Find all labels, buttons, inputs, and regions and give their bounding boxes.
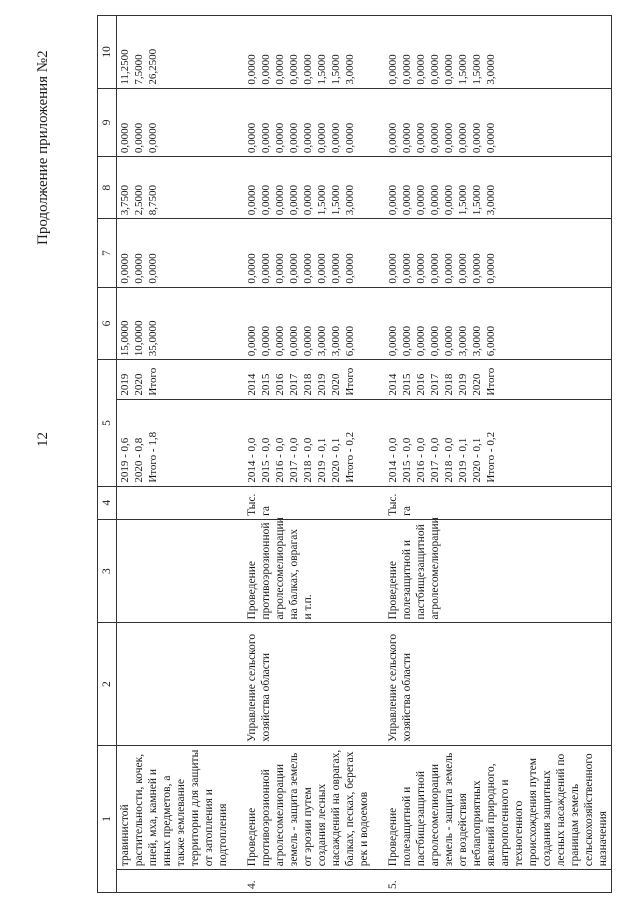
row-federal-line: 0,0000 [274, 253, 286, 284]
row-federal-line: 0,0000 [429, 253, 441, 284]
header-cell: 7 [98, 219, 117, 287]
row-federal-line: 0,0000 [443, 253, 455, 284]
row-extra-line: 0,0000 [387, 54, 399, 85]
row-extra-line: 0,0000 [274, 54, 286, 85]
row-total-cell [372, 287, 612, 360]
row-extra-line: 0,0000 [415, 54, 427, 85]
row-year-line: 2015 [260, 373, 272, 396]
table-row [231, 16, 372, 893]
row-total-line: 0,0000 [387, 325, 399, 357]
row-volume-by-year-line: Итого - 0,2 [485, 431, 497, 483]
row-year-line: 2018 [443, 373, 455, 396]
row-activity-text: Проведение противоэрозионной агролесомелиорации на балках, оврагах и т.п. [246, 517, 314, 620]
row-volume-by-year-line: 2014 - 0,0 [246, 437, 258, 483]
row-federal-line: 0,0000 [457, 253, 469, 284]
row-regional-line: 3,0000 [485, 185, 497, 216]
row-extra-cell [117, 16, 232, 89]
row-regional-line: 3,0000 [344, 185, 356, 216]
row-total-line: 0,0000 [260, 325, 272, 357]
row-regional-line: 0,0000 [288, 185, 300, 216]
row-year-cell [231, 360, 372, 399]
row-regional-cell [117, 157, 232, 219]
row-federal-line: 0,0000 [316, 253, 328, 284]
row-federal-line: 0,0000 [133, 253, 145, 284]
row-unit-cell [372, 486, 612, 519]
row-total-line: 6,0000 [485, 325, 497, 357]
row-total-line: 3,0000 [457, 325, 469, 357]
header-cell: 9 [98, 88, 117, 156]
row-volume-by-year-line: 2019 - 0,1 [457, 437, 469, 483]
row-year-line: Итого [344, 367, 356, 396]
row-year-line: 2020 [133, 373, 145, 396]
row-volume-by-year-line: 2016 - 0,0 [274, 437, 286, 483]
header-cell: 3 [98, 519, 117, 623]
row-regional-line: 0,0000 [260, 185, 272, 216]
row-activity-text: Проведение полезащитной и пастбищезащитной агролесомелиорации [387, 517, 441, 620]
row-extra-cell [372, 16, 612, 89]
row-regional-line: 1,5000 [457, 185, 469, 216]
row-regional-line: 2,5000 [133, 185, 145, 216]
row-name-cell [231, 745, 372, 869]
row-local-line: 0,0000 [415, 122, 427, 154]
row-volume-by-year-line: 2016 - 0,0 [415, 437, 427, 483]
row-unit-cell [117, 486, 232, 519]
row-local-line: 0,0000 [429, 122, 441, 154]
row-total-line: 0,0000 [401, 325, 413, 357]
row-federal-line: 0,0000 [246, 253, 258, 284]
row-federal-line: 0,0000 [344, 253, 356, 284]
row-year-line: 2020 [471, 373, 483, 396]
row-volume-by-year-line: 2017 - 0,0 [288, 437, 300, 483]
row-local-line: 0,0000 [401, 122, 413, 154]
row-regional-line: 8,7500 [147, 185, 159, 216]
row-year-line: 2019 [457, 373, 469, 396]
row-federal-line: 0,0000 [387, 253, 399, 284]
row-local-line: 0,0000 [119, 122, 131, 154]
row-local-line: 0,0000 [485, 122, 497, 154]
row-federal-line: 0,0000 [471, 253, 483, 284]
row-local-line: 0,0000 [302, 122, 314, 154]
row-year-line: 2017 [429, 373, 441, 396]
row-agency-text: Управление сельского хозяйства области [387, 633, 413, 742]
row-extra-line: 0,0000 [260, 54, 272, 85]
table-row [372, 16, 612, 893]
table-body [117, 16, 612, 893]
row-number-cell [372, 870, 612, 893]
row-regional-line: 3,7500 [119, 185, 131, 216]
row-total-line: 0,0000 [443, 325, 455, 357]
row-local-cell [372, 88, 612, 156]
row-year-line: 2020 [330, 373, 342, 396]
row-total-cell [231, 287, 372, 360]
table-header [98, 16, 117, 893]
row-extra-line: 3,0000 [485, 54, 497, 85]
header-cell: 6 [98, 287, 117, 360]
row-regional-line: 0,0000 [387, 185, 399, 216]
row-extra-cell [231, 16, 372, 89]
row-agency-cell [231, 623, 372, 745]
row-year-line: Итого [485, 367, 497, 396]
row-year-line: 2016 [274, 373, 286, 396]
row-total-line: 0,0000 [246, 325, 258, 357]
row-volume-by-year-line: 2020 - 0,1 [471, 437, 483, 483]
row-name-text: травинистой растительности, кочек, пней, мха, камней и иных предметов, а также землевание территории для защиты от затопления и подтопления [119, 749, 229, 867]
row-volume-by-year-line: Итого - 0,2 [344, 431, 356, 483]
row-federal-line: 0,0000 [119, 253, 131, 284]
row-year-line: 2018 [302, 373, 314, 396]
row-name-cell [372, 745, 612, 869]
row-total-line: 3,0000 [330, 325, 342, 357]
row-total-line: 0,0000 [415, 325, 427, 357]
row-year-line: 2019 [316, 373, 328, 396]
row-unit-text: Тыс. га [387, 493, 413, 516]
row-total-cell [117, 287, 232, 360]
row-volume-by-year-line: 2014 - 0,0 [387, 437, 399, 483]
row-federal-line: 0,0000 [288, 253, 300, 284]
row-extra-line: 0,0000 [302, 54, 314, 85]
row-unit-cell [231, 486, 372, 519]
row-number-cell [117, 870, 232, 893]
row-year-line: 2014 [387, 373, 399, 396]
row-year-cell [117, 360, 232, 399]
row-extra-line: 1,5000 [330, 54, 342, 85]
row-volume-by-year-line: Итого - 1,8 [147, 431, 159, 483]
row-regional-line: 1,5000 [316, 185, 328, 216]
row-local-cell [117, 88, 232, 156]
row-extra-line: 0,0000 [429, 54, 441, 85]
row-volume-by-year-cell [117, 399, 232, 486]
row-volume-by-year-line: 2018 - 0,0 [302, 437, 314, 483]
table-row [117, 16, 232, 893]
row-local-line: 0,0000 [316, 122, 328, 154]
row-federal-line: 0,0000 [260, 253, 272, 284]
row-year-line: Итого [147, 367, 159, 396]
row-local-line: 0,0000 [457, 122, 469, 154]
row-year-line: 2016 [415, 373, 427, 396]
row-volume-by-year-cell [372, 399, 612, 486]
row-regional-line: 0,0000 [429, 185, 441, 216]
row-regional-line: 1,5000 [330, 185, 342, 216]
row-extra-line: 1,5000 [457, 54, 469, 85]
appendix-table [97, 15, 612, 893]
row-total-line: 3,0000 [471, 325, 483, 357]
row-extra-line: 11,2500 [119, 49, 131, 85]
row-number-cell [231, 870, 372, 893]
row-local-line: 0,0000 [288, 122, 300, 154]
row-volume-by-year-line: 2015 - 0,0 [401, 437, 413, 483]
row-unit-text: Тыс. га [246, 493, 272, 516]
row-federal-line: 0,0000 [147, 253, 159, 284]
row-local-line: 0,0000 [246, 122, 258, 154]
row-extra-line: 1,5000 [471, 54, 483, 85]
continuation-title: Продолжение приложения №2 [35, 50, 51, 245]
row-volume-by-year-line: 2017 - 0,0 [429, 437, 441, 483]
row-volume-by-year-line: 2020 - 0,8 [133, 437, 145, 483]
row-federal-line: 0,0000 [485, 253, 497, 284]
row-total-line: 0,0000 [302, 325, 314, 357]
row-regional-cell [231, 157, 372, 219]
row-volume-by-year-line: 2019 - 0,6 [119, 437, 131, 483]
header-cell: 5 [98, 360, 117, 486]
row-total-line: 3,0000 [316, 325, 328, 357]
row-local-line: 0,0000 [330, 122, 342, 154]
row-total-line: 6,0000 [344, 325, 356, 357]
row-local-line: 0,0000 [260, 122, 272, 154]
row-regional-line: 0,0000 [401, 185, 413, 216]
row-regional-line: 0,0000 [246, 185, 258, 216]
row-extra-line: 3,0000 [344, 54, 356, 85]
row-federal-line: 0,0000 [330, 253, 342, 284]
row-name-text: Проведение противоэрозионной агролесомелиорации земель - защита земель от эрозии путем создания лесных насаждений на оврагах, балках, песках, берегах рек и водоемов [246, 749, 370, 867]
row-regional-line: 0,0000 [302, 185, 314, 216]
row-agency-cell [117, 623, 232, 745]
header-cell: 8 [98, 157, 117, 219]
row-year-cell [372, 360, 612, 399]
row-name-cell [117, 745, 232, 869]
row-agency-cell [372, 623, 612, 745]
row-volume-by-year-cell [231, 399, 372, 486]
row-activity-cell [372, 519, 612, 623]
row-number-text: 5. [387, 880, 399, 889]
row-local-line: 0,0000 [274, 122, 286, 154]
row-extra-line: 26,2500 [147, 48, 159, 85]
row-activity-cell [117, 519, 232, 623]
row-total-line: 10,0000 [133, 320, 145, 357]
row-extra-line: 0,0000 [401, 54, 413, 85]
row-regional-line: 1,5000 [471, 185, 483, 216]
row-local-line: 0,0000 [133, 122, 145, 154]
row-regional-line: 0,0000 [415, 185, 427, 216]
row-local-line: 0,0000 [387, 122, 399, 154]
row-total-line: 0,0000 [274, 325, 286, 357]
row-federal-line: 0,0000 [415, 253, 427, 284]
row-regional-cell [372, 157, 612, 219]
row-local-line: 0,0000 [147, 122, 159, 154]
row-regional-line: 0,0000 [443, 185, 455, 216]
row-extra-line: 0,0000 [288, 54, 300, 85]
row-federal-cell [231, 219, 372, 287]
row-local-line: 0,0000 [443, 122, 455, 154]
row-federal-line: 0,0000 [302, 253, 314, 284]
row-total-line: 0,0000 [429, 325, 441, 357]
row-year-line: 2014 [246, 373, 258, 396]
row-volume-by-year-line: 2019 - 0,1 [316, 437, 328, 483]
page-number: 12 [35, 432, 51, 447]
row-activity-cell [231, 519, 372, 623]
row-volume-by-year-line: 2015 - 0,0 [260, 437, 272, 483]
row-local-cell [231, 88, 372, 156]
row-extra-line: 1,5000 [316, 54, 328, 85]
header-cell: 10 [98, 16, 117, 89]
row-year-line: 2017 [288, 373, 300, 396]
row-year-line: 2015 [401, 373, 413, 396]
header-row [98, 16, 117, 893]
header-cell: 4 [98, 486, 117, 519]
row-volume-by-year-line: 2020 - 0,1 [330, 437, 342, 483]
row-agency-text: Управление сельского хозяйства области [246, 633, 272, 742]
row-number-text: 4. [246, 880, 258, 889]
row-extra-line: 0,0000 [443, 54, 455, 85]
row-extra-line: 7,5000 [133, 54, 145, 85]
row-federal-cell [372, 219, 612, 287]
header-cell: 1 [98, 745, 117, 892]
row-local-line: 0,0000 [471, 122, 483, 154]
row-federal-line: 0,0000 [401, 253, 413, 284]
row-volume-by-year-line: 2018 - 0,0 [443, 437, 455, 483]
row-total-line: 0,0000 [288, 325, 300, 357]
row-local-line: 0,0000 [344, 122, 356, 154]
row-total-line: 35,0000 [147, 320, 159, 357]
row-name-text: Проведение полезащитной и пастбищезащитной агролесомелиорации земель - защита земель от воздействия неблагоприятных явлений природного, антропогенного и техногенного происхождения путем создания защитных лесных насаждений по границам земель сельскохозяйственного назначения [387, 752, 609, 867]
row-extra-line: 0,0000 [246, 54, 258, 85]
row-federal-cell [117, 219, 232, 287]
header-cell: 2 [98, 623, 117, 745]
row-total-line: 15,0000 [119, 320, 131, 357]
row-year-line: 2019 [119, 373, 131, 396]
row-regional-line: 0,0000 [274, 185, 286, 216]
